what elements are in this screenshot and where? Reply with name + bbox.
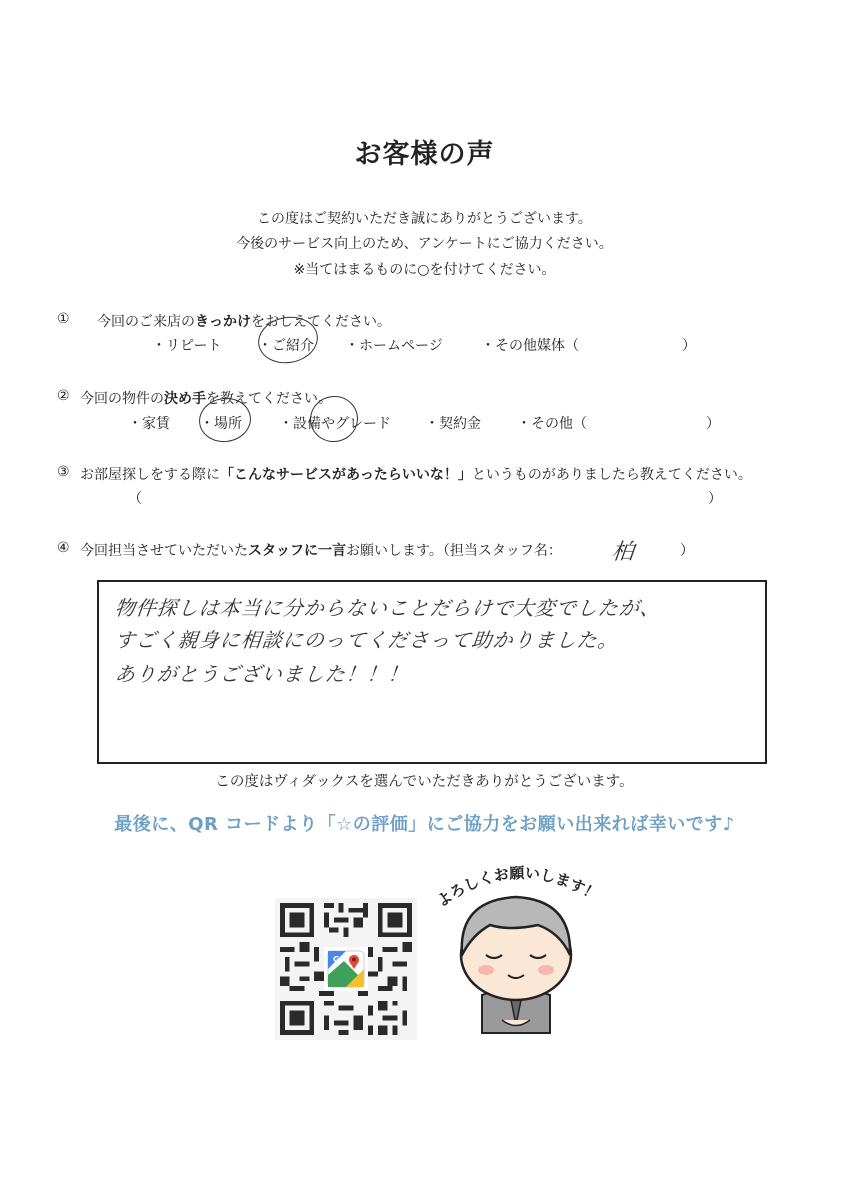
question-1-text-pre: 今回のご来店の [97,314,195,330]
q1-option-homepage[interactable]: ・ホームページ [345,338,443,354]
question-2-text-pre: 今回の物件の [80,391,164,407]
question-3-text-post: というものがありましたら教えてください。 [471,467,752,483]
q1-option-referral[interactable]: ・ご紹介 [258,338,314,354]
comment-line-2: すごく親身に相談にのってくださって助かりました。 [113,628,620,652]
google-maps-icon [324,947,368,991]
thanks-message: この度はヴィダックスを選んでいただきありがとうございます。 [215,774,634,790]
question-1-number: ① [57,311,70,327]
question-4-keyword: スタッフに一言 [248,543,346,559]
q1-option-close-paren: ） [682,338,696,354]
intro-line-3: ※当てはまるものに○を付けてください。 [293,262,556,278]
staff-name-handwritten: 柏 [610,540,637,565]
question-4-text-pre: 今回担当させていただいた [80,543,248,559]
question-4 [80,540,562,560]
character-caption-text: よろしくお願いします！ [433,863,602,911]
question-1-text-post: をおしえてください。 [251,314,391,330]
question-3-number: ③ [57,464,70,480]
qr-code-icon[interactable] [275,898,417,1040]
bowing-staff-illustration [420,855,615,1045]
q2-option-rent[interactable]: ・家賃 [128,416,170,432]
question-2-keyword: 決め手 [164,391,206,407]
question-1 [97,311,391,331]
q3-answer-open-paren: （ [128,491,142,507]
q2-option-close-paren: ） [706,416,720,432]
intro-line-2: 今後のサービス向上のため、アンケートにご協力ください。 [236,236,613,252]
page-title: お客様の声 [354,139,495,170]
q2-option-facilities[interactable]: ・設備やグレード [279,416,391,432]
question-1-keyword: きっかけ [195,314,251,330]
q2-option-contract-fee[interactable]: ・契約金 [425,416,481,432]
question-3 [80,464,752,484]
q1-option-repeat[interactable]: ・リピート [152,338,222,354]
q3-answer-close-paren: ） [708,491,722,507]
q2-option-location[interactable]: ・場所 [200,416,242,432]
q4-close-paren: ） [680,543,694,559]
comment-line-1: 物件探しは本当に分からないことだらけで大変でしたが、 [113,596,663,620]
question-3-keyword: 「こんなサービスがあったらいいな！」 [220,467,472,483]
question-2-number: ② [57,388,70,404]
q1-option-other-media[interactable]: ・その他媒体（ [481,338,579,354]
comment-line-3: ありがとうございました！！！ [113,662,411,686]
question-4-number: ④ [57,540,70,556]
q2-option-other[interactable]: ・その他（ [517,416,587,432]
svg-text:G: G [333,955,340,964]
intro-line-1: この度はご契約いただき誠にありがとうございます。 [257,211,592,227]
question-4-text-post: お願いします。（担当スタッフ名： [346,543,562,559]
question-2-text-post: を教えてください。 [206,391,332,407]
review-request: 最後に、QR コードより「☆の評価」にご協力をお願い出来れば幸いです♪ [114,814,735,835]
question-3-text-pre: お部屋探しをする際に [80,467,220,483]
